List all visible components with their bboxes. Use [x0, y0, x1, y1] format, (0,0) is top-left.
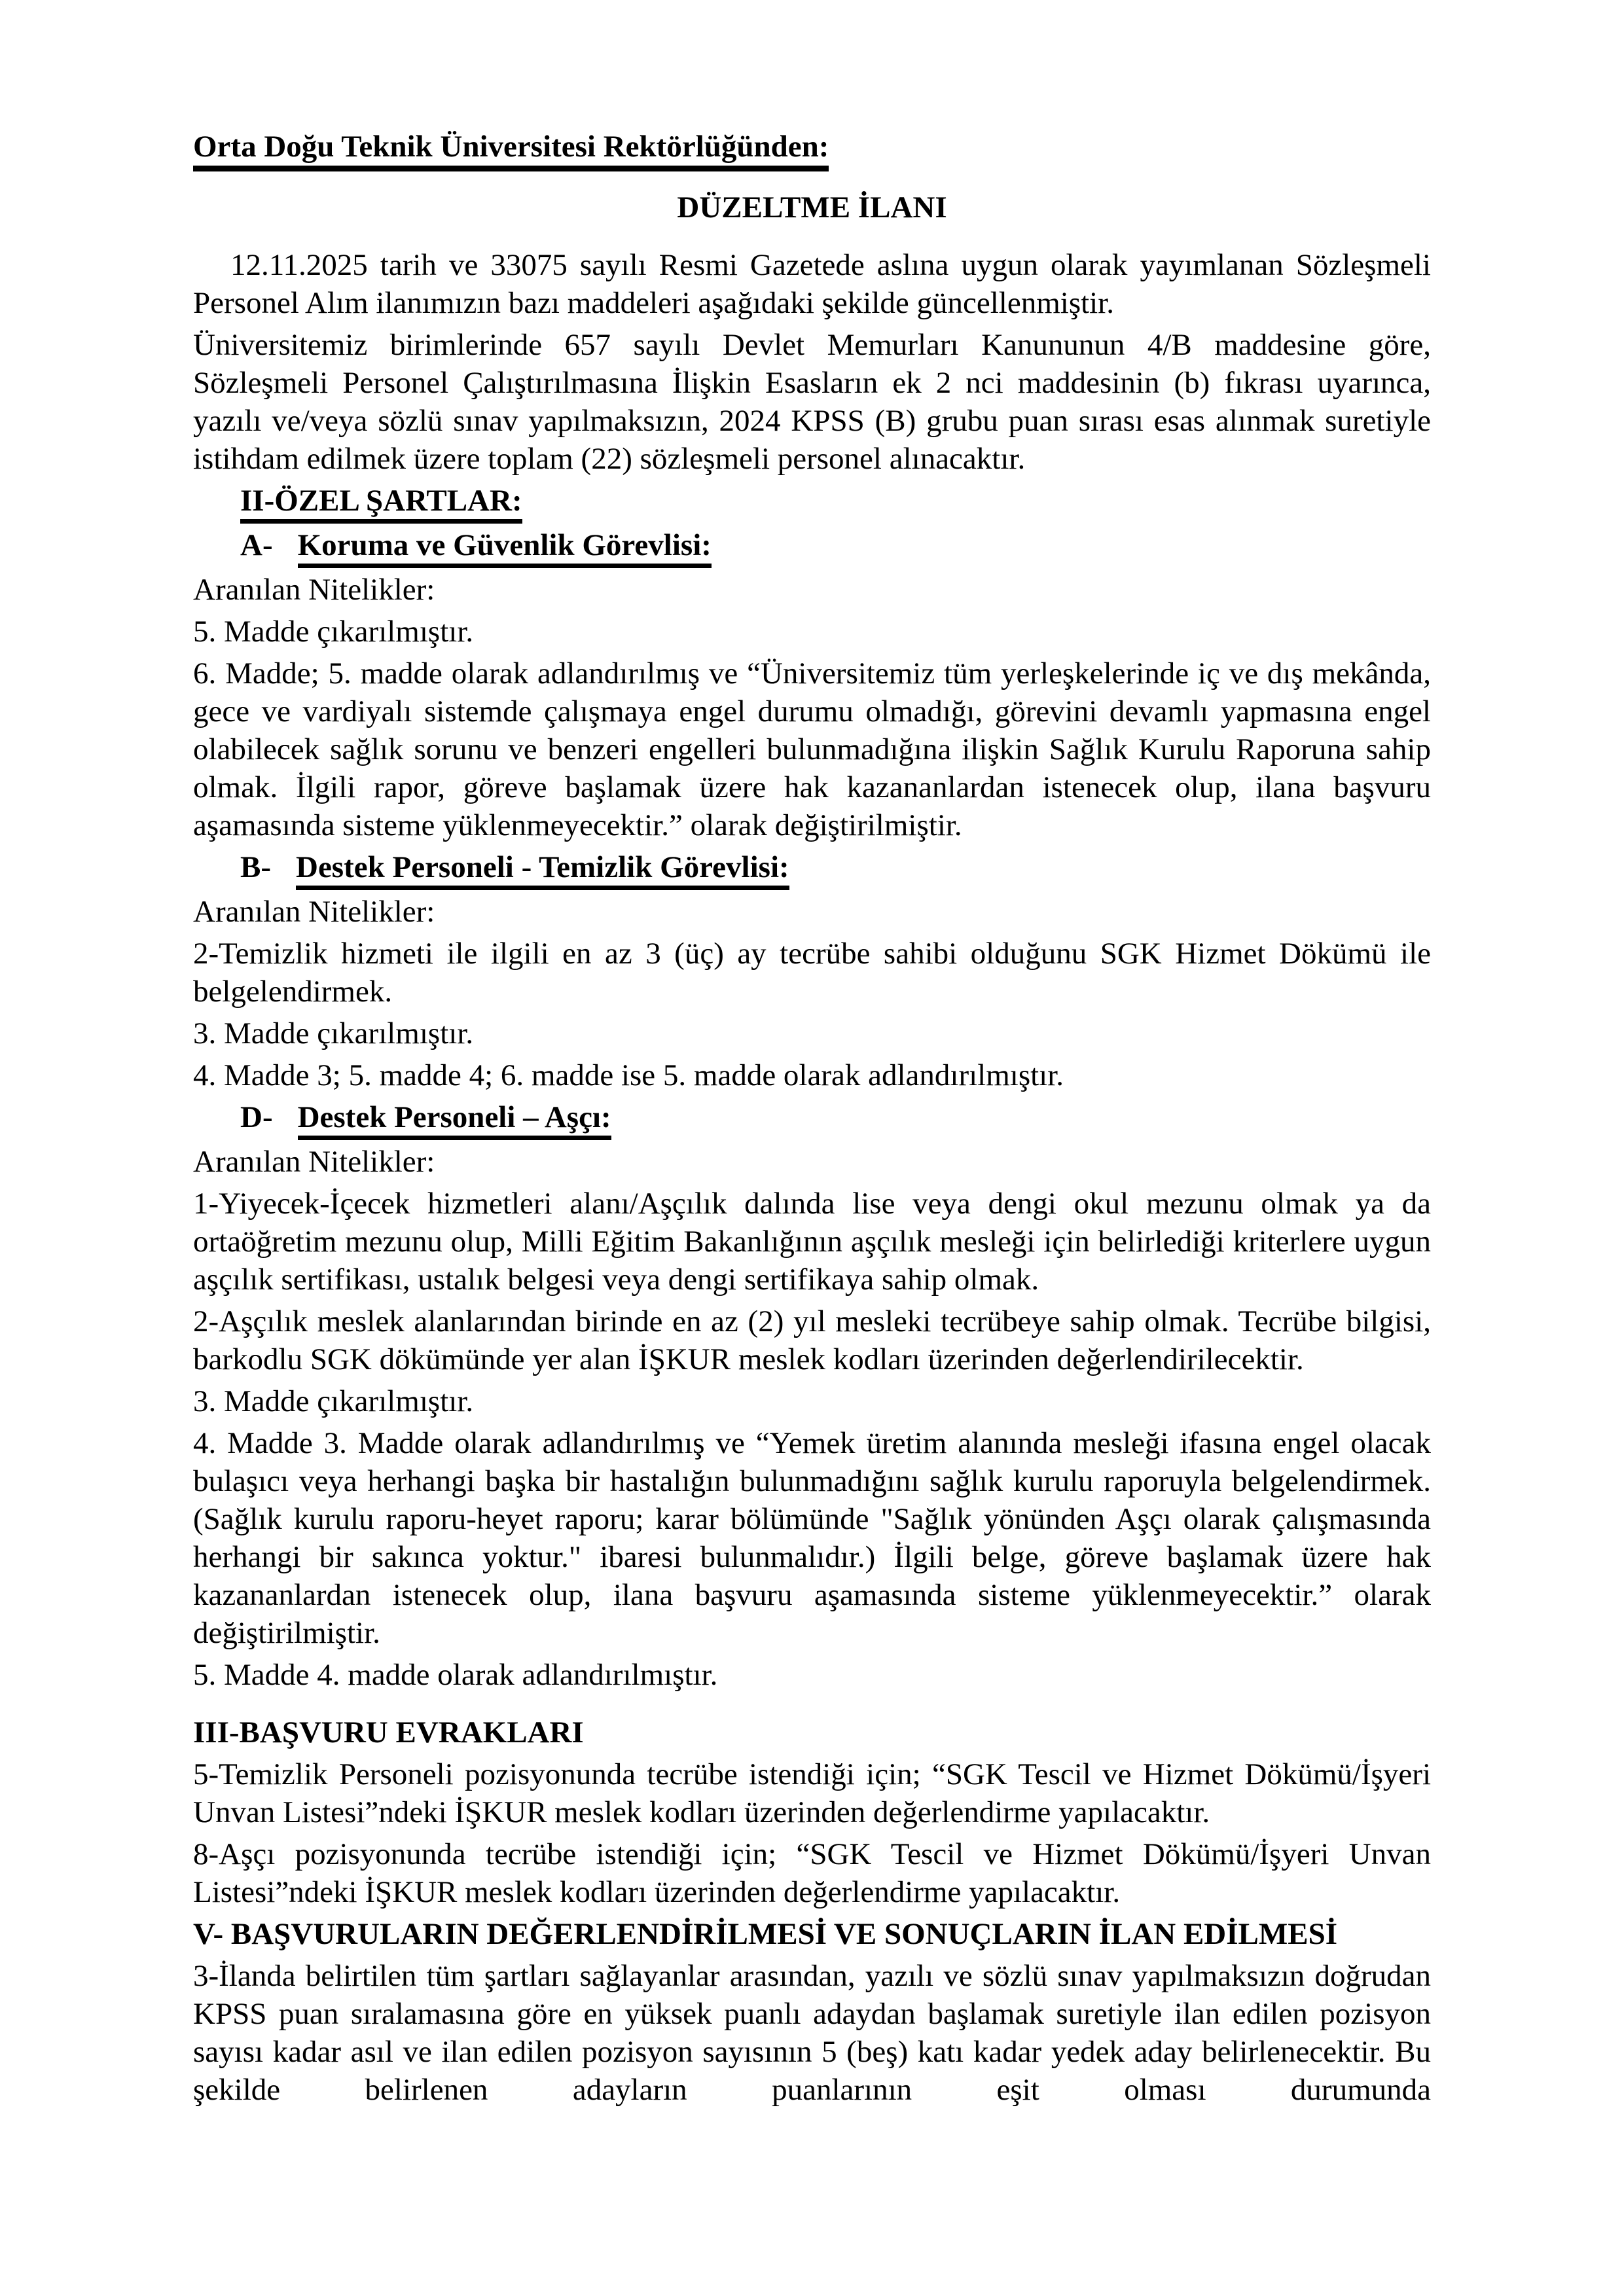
section-d-subheading: Aranılan Nitelikler:: [193, 1145, 435, 1179]
section-d-item-1: 1-Yiyecek-İçecek hizmetleri alanı/Aşçılık dalında lise veya dengi okul mezunu olmak ya da ortaöğretim mezunu olup, Milli Eğitim Bakanlığının aşçılık mesleği için belirlediği kriterlere uygun aşçılık sertifikası, ustalık belgesi veya dengi sertifikaya sahip olmak.: [193, 1187, 1431, 1297]
source-heading-text: Orta Doğu Teknik Üniversitesi Rektörlüğünden:: [193, 130, 829, 171]
section-d-heading: [193, 1098, 1431, 1136]
section-d-item-5: 5. Madde 4. madde olarak adlandırılmıştır.: [193, 1658, 718, 1692]
section-heading-degerlendirme: V- BAŞVURULARIN DEĞERLENDİRİLMESİ VE SONUÇLARIN İLAN EDİLMESİ: [193, 1917, 1338, 1951]
section-a-heading: [193, 526, 1431, 564]
section-d-item-2: 2-Aşçılık meslek alanlarından birinde en az (2) yıl mesleki tecrübeye sahip olmak. Tecrübe bilgisi, barkodlu SGK dökümünde yer alan İŞKUR meslek kodları üzerinden değerlendirilecektir.: [193, 1304, 1431, 1376]
section-b-prefix: B-: [240, 850, 271, 884]
basvuru-item-2: 8-Aşçı pozisyonunda tecrübe istendiği için; “SGK Tescil ve Hizmet Dökümü/İşyeri Unvan Listesi”ndeki İŞKUR meslek kodları üzerinden değerlendirme yapılacaktır.: [193, 1837, 1431, 1909]
section-b-heading: [193, 848, 1431, 886]
section-a-title: Koruma ve Güvenlik Görevlisi:: [298, 528, 712, 568]
section-heading-basvuru-evraklari: III-BAŞVURU EVRAKLARI: [193, 1715, 584, 1749]
section-b-subheading: Aranılan Nitelikler:: [193, 895, 435, 929]
section-d-prefix: D-: [240, 1100, 273, 1134]
section-a-item-1: 5. Madde çıkarılmıştır.: [193, 615, 474, 649]
section-a-item-2: 6. Madde; 5. madde olarak adlandırılmış ve “Üniversitemiz tüm yerleşkelerinde iç ve dış mekânda, gece ve vardiyalı sistemde çalışmaya engel durumu olmadığı, görevini devamlı yapmasına engel olabilecek sağlık sorunu ve benzeri engelleri bulunmadığına ilişkin Sağlık Kurulu Raporuna sahip olmak. İlgili rapor, göreve başlamak üzere hak kazananlardan istenecek olup, ilana başvuru aşamasında sisteme yüklenmeyecektir.” olarak değiştirilmiştir.: [193, 656, 1431, 842]
section-b-title: Destek Personeli - Temizlik Görevlisi:: [296, 850, 789, 890]
section-heading-ozel-sartlar-text: II-ÖZEL ŞARTLAR:: [240, 484, 522, 524]
basvuru-item-1: 5-Temizlik Personeli pozisyonunda tecrübe istendiği için; “SGK Tescil ve Hizmet Dökümü/İşyeri Unvan Listesi”ndeki İŞKUR meslek kodları üzerinden değerlendirme yapılacaktır.: [193, 1757, 1431, 1829]
section-a-subheading: Aranılan Nitelikler:: [193, 573, 435, 607]
notice-title: DÜZELTME İLANI: [677, 190, 947, 224]
intro-paragraph: 12.11.2025 tarih ve 33075 sayılı Resmi Gazetede aslına uygun olarak yayımlanan Sözleşmeli Personel Alım ilanımızın bazı maddeleri aşağıdaki şekilde güncellenmiştir.: [193, 248, 1431, 320]
section-a-prefix: A-: [240, 528, 273, 562]
source-heading: [193, 128, 1431, 166]
section-b-item-2: 3. Madde çıkarılmıştır.: [193, 1016, 474, 1050]
section-d-title: Destek Personeli – Aşçı:: [298, 1100, 611, 1140]
section-b-item-1: 2-Temizlik hizmeti ile ilgili en az 3 (üç) ay tecrübe sahibi olduğunu SGK Hizmet Dökümü ile belgelendirmek.: [193, 937, 1431, 1009]
general-paragraph: Üniversitemiz birimlerinde 657 sayılı Devlet Memurları Kanununun 4/B maddesine göre, Sözleşmeli Personel Çalıştırılmasına İlişkin Esasların ek 2 nci maddesinin (b) fıkrası uyarınca, yazılı ve/veya sözlü sınav yapılmaksızın, 2024 KPSS (B) grubu puan sırası esas alınmak suretiyle istihdam edilmek üzere toplam (22) sözleşmeli personel alınacaktır.: [193, 328, 1431, 476]
section-b-item-3: 4. Madde 3; 5. madde 4; 6. madde ise 5. madde olarak adlandırılmıştır.: [193, 1058, 1064, 1092]
section-heading-ozel-sartlar: [193, 482, 1431, 520]
section-d-item-3: 3. Madde çıkarılmıştır.: [193, 1384, 474, 1418]
section-d-item-4: 4. Madde 3. Madde olarak adlandırılmış ve “Yemek üretim alanında mesleği ifasına engel olacak bulaşıcı veya herhangi başka bir hastalığın bulunmadığını sağlık kurulu raporuyla belgelendirmek. (Sağlık kurulu raporu-heyet raporu; karar bölümünde "Sağlık yönünden Aşçı olarak çalışmasında herhangi bir sakınca yoktur." ibaresi bulunmalıdır.) İlgili belge, göreve başlamak üzere hak kazananlardan istenecek olup, ilana başvuru aşamasında sisteme yüklenmeyecektir.” olarak değiştirilmiştir.: [193, 1426, 1431, 1650]
degerlendirme-item-1: 3-İlanda belirtilen tüm şartları sağlayanlar arasından, yazılı ve sözlü sınav yapılmaksızın doğrudan KPSS puan sıralamasına göre en yüksek puanlı adaydan başlamak suretiyle ilan edilen pozisyon sayısı kadar asıl ve ilan edilen pozisyon sayısının 5 (beş) katı kadar yedek aday belirlenecektir. Bu şekilde belirlenen adayların puanlarının eşit olması durumunda: [193, 1959, 1431, 2107]
